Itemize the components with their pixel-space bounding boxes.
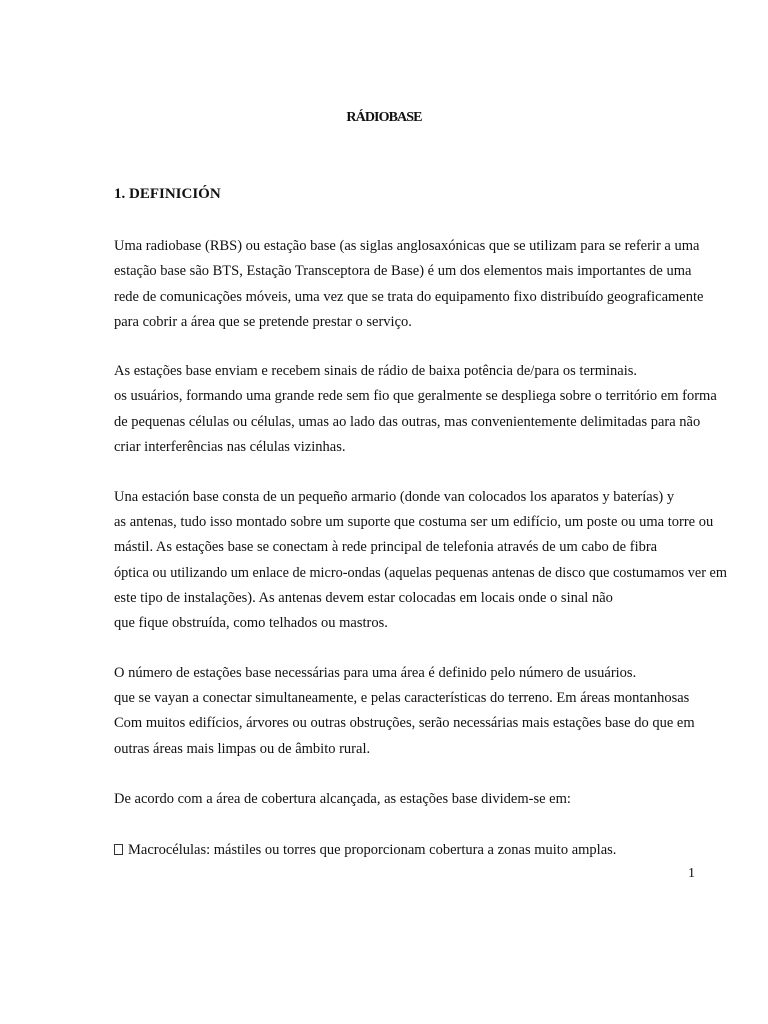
document-title: RÁDIOBASE: [346, 110, 422, 125]
paragraph-line: rede de comunicações móveis, uma vez que se trata do equipamento fixo distribuído geograficamente: [114, 289, 704, 305]
bullet-box-icon: [114, 844, 123, 855]
paragraph-line: criar interferências nas células vizinhas.: [114, 439, 346, 455]
paragraph-line: os usuários, formando uma grande rede sem fio que geralmente se despliega sobre o território em forma: [114, 388, 717, 404]
paragraph-line: este tipo de instalações). As antenas devem estar colocadas em locais onde o sinal não: [114, 590, 613, 606]
bullet-item: [114, 840, 616, 860]
paragraph-line: para cobrir a área que se pretende prestar o serviço.: [114, 314, 412, 330]
paragraph-line: óptica ou utilizando um enlace de micro-ondas (aquelas pequenas antenas de disco que costumamos ver em: [114, 565, 727, 581]
paragraph-line: mástil. As estações base se conectam à rede principal de telefonia através de um cabo de fibra: [114, 539, 658, 555]
paragraph-line: as antenas, tudo isso montado sobre um suporte que costuma ser um edifício, um poste ou uma torre ou: [114, 514, 714, 530]
bullet-text: Macrocélulas: mástiles ou torres que proporcionam cobertura a zonas muito amplas.: [128, 842, 617, 858]
paragraph-line: De acordo com a área de cobertura alcançada, as estações base dividem-se em:: [114, 791, 571, 807]
page-number: 1: [688, 866, 695, 881]
paragraph-line: As estações base enviam e recebem sinais de rádio de baixa potência de/para os terminais.: [114, 363, 637, 379]
section-heading: 1. DEFINICIÓN: [114, 186, 221, 202]
paragraph-line: estação base são BTS, Estação Transceptora de Base) é um dos elementos mais importantes de uma: [114, 263, 692, 279]
paragraph-line: que se vayan a conectar simultaneamente, e pelas características do terreno. Em áreas montanhosas: [114, 690, 690, 706]
paragraph-line: O número de estações base necessárias para uma área é definido pelo número de usuários.: [114, 665, 637, 681]
paragraph-line: outras áreas mais limpas ou de âmbito rural.: [114, 741, 371, 757]
paragraph-line: de pequenas células ou células, umas ao lado das outras, mas convenientemente delimitadas para não: [114, 414, 701, 430]
paragraph-line: Una estación base consta de un pequeño armario (donde van colocados los aparatos y baterías) y: [114, 489, 675, 505]
paragraph-line: que fique obstruída, como telhados ou mastros.: [114, 615, 388, 631]
paragraph-line: Uma radiobase (RBS) ou estação base (as siglas anglosaxónicas que se utilizam para se referir a uma: [114, 238, 700, 254]
paragraph-line: Com muitos edifícios, árvores ou outras obstruções, serão necessárias mais estações base do que em: [114, 715, 695, 731]
